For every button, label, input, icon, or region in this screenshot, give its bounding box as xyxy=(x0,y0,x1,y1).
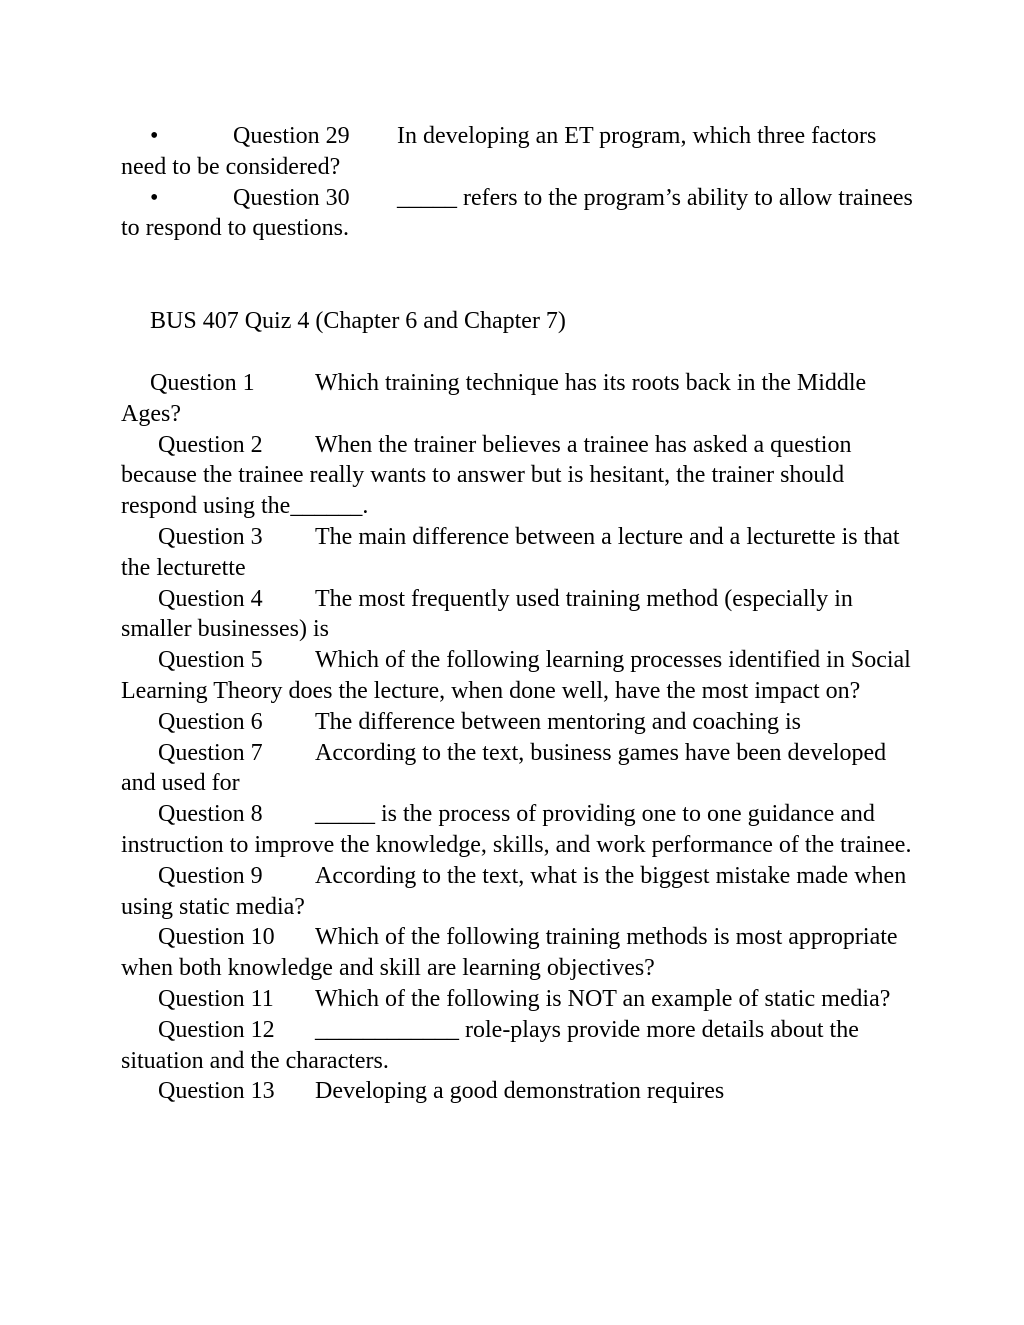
question-text: When the trainer believes a trainee has asked a question because the trainee really wants to answer but is hesitant, the trainer should respond using the______. xyxy=(121,431,852,520)
question-text: In developing an ET program, which three factors need to be considered? xyxy=(121,123,877,180)
question-label: Question 13 xyxy=(158,1078,275,1105)
question-label: Question 6 xyxy=(158,708,263,735)
question-text: The most frequently used training method (especially in smaller businesses) is xyxy=(121,585,853,643)
question-text: According to the text, business games have been developed and used for xyxy=(121,739,887,797)
bullet: • xyxy=(150,123,159,149)
question-text: The main difference between a lecture and a lecturette is that the lecturette xyxy=(121,523,900,581)
document-page xyxy=(121,121,921,1107)
question-text: Developing a good demonstration requires xyxy=(315,1078,725,1105)
question-text: The difference between mentoring and coaching is xyxy=(315,708,802,735)
question-text: Which of the following is NOT an example of static media? xyxy=(315,985,891,1012)
question-label: Question 2 xyxy=(158,431,263,458)
intro-item xyxy=(121,121,921,183)
question-text: Which of the following learning processes identified in Social Learning Theory does the lecture, when done well, have the most impact on? xyxy=(121,647,911,704)
question-text: Which training technique has its roots back in the Middle Ages? xyxy=(121,369,867,427)
question-label: Question 1 xyxy=(150,369,255,396)
question-text: _____ refers to the program’s ability to allow trainees to respond to questions. xyxy=(121,184,913,242)
question-text: According to the text, what is the biggest mistake made when using static media? xyxy=(121,862,907,920)
question-item xyxy=(121,1076,921,1107)
question-item xyxy=(121,861,921,923)
question-label: Question 29 xyxy=(233,123,350,149)
question-label: Question 7 xyxy=(158,739,263,766)
question-item xyxy=(121,584,921,646)
question-label: Question 5 xyxy=(158,647,263,674)
question-item xyxy=(121,368,921,430)
question-item xyxy=(121,738,921,800)
quiz-title: BUS 407 Quiz 4 (Chapter 6 and Chapter 7) xyxy=(150,308,566,335)
question-item xyxy=(121,522,921,584)
question-text: Which of the following training methods is most appropriate when both knowledge and skill are learning objectives? xyxy=(121,924,898,982)
question-text: _____ is the process of providing one to one guidance and instruction to improve the knowledge, skills, and work performance of the trainee. xyxy=(121,801,912,858)
question-item xyxy=(121,1015,921,1077)
question-label: Question 12 xyxy=(158,1016,275,1043)
question-label: Question 9 xyxy=(158,862,263,889)
question-item xyxy=(121,707,921,738)
question-item xyxy=(121,799,921,861)
question-label: Question 4 xyxy=(158,585,263,612)
bullet: • xyxy=(150,184,159,211)
question-item xyxy=(121,984,921,1015)
intro-item xyxy=(121,183,921,245)
question-item xyxy=(121,922,921,984)
question-item xyxy=(121,430,921,522)
question-label: Question 30 xyxy=(233,184,350,211)
question-label: Question 10 xyxy=(158,924,275,951)
question-text: ____________ role-plays provide more details about the situation and the characters. xyxy=(121,1016,859,1074)
question-item xyxy=(121,645,921,707)
question-label: Question 8 xyxy=(158,801,263,828)
question-label: Question 11 xyxy=(158,985,274,1012)
question-label: Question 3 xyxy=(158,523,263,550)
